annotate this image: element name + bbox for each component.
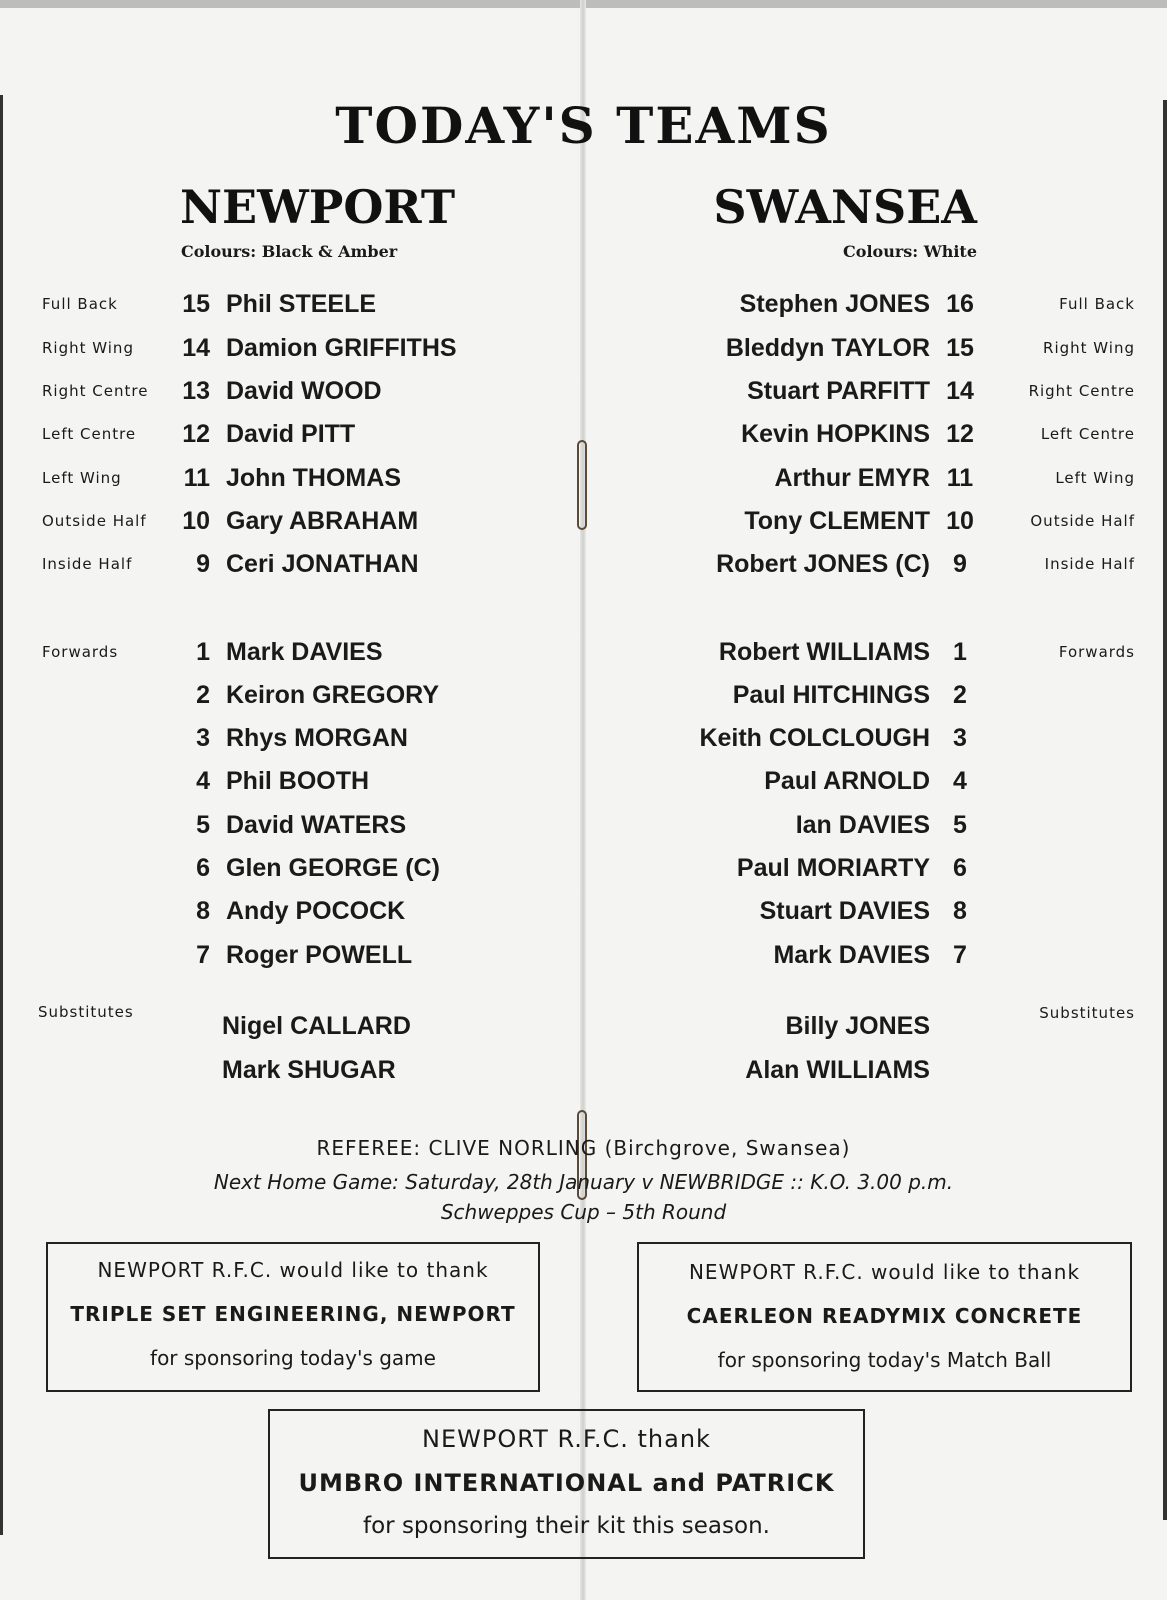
player-row (0, 677, 1167, 713)
player-name: Billy JONES (785, 1012, 930, 1040)
player-name: Robert WILLIAMS (718, 638, 930, 666)
player-number: 12 (946, 420, 974, 448)
newport-team-name: NEWPORT (180, 180, 456, 234)
sponsor-name: UMBRO INTERNATIONAL and PATRICK (298, 1469, 835, 1497)
player-number: 7 (953, 941, 967, 969)
player-name: Robert JONES (C) (716, 550, 930, 578)
player-number: 16 (946, 290, 974, 318)
player-number: 1 (953, 638, 967, 666)
player-row (0, 807, 1167, 843)
player-row (0, 634, 1167, 670)
player-row (0, 460, 1167, 496)
position-label: Right Centre (1028, 382, 1135, 400)
player-number: 3 (196, 724, 210, 752)
player-number: 8 (953, 897, 967, 925)
player-name: Damion GRIFFITHS (226, 334, 457, 362)
player-number: 11 (946, 464, 974, 492)
position-label: Left Centre (1040, 425, 1135, 443)
player-name: Mark SHUGAR (222, 1056, 396, 1084)
position-label: Left Wing (42, 469, 122, 487)
player-row (0, 546, 1167, 582)
player-number: 12 (182, 420, 210, 448)
player-name: Rhys MORGAN (226, 724, 408, 752)
referee-line: REFEREE: CLIVE NORLING (Birchgrove, Swansea) (316, 1136, 851, 1160)
player-name: Bleddyn TAYLOR (725, 334, 930, 362)
position-label: Inside Half (1044, 555, 1135, 573)
sponsor-intro: NEWPORT R.F.C. would like to thank (688, 1260, 1081, 1284)
player-row (0, 893, 1167, 929)
player-row (0, 763, 1167, 799)
player-name: Mark DAVIES (226, 638, 383, 666)
position-label: Left Wing (1055, 469, 1135, 487)
player-name: Paul MORIARTY (736, 854, 930, 882)
player-number: 4 (196, 767, 210, 795)
player-number: 3 (953, 724, 967, 752)
player-name: Arthur EMYR (774, 464, 930, 492)
player-name: David WOOD (226, 377, 382, 405)
player-number: 8 (196, 897, 210, 925)
next-home-game: Next Home Game: Saturday, 28th January v NEWBRIDGE :: K.O. 3.00 p.m. (213, 1170, 954, 1194)
player-number: 10 (946, 507, 974, 535)
player-name: Tony CLEMENT (744, 507, 930, 535)
sponsor-intro: NEWPORT R.F.C. thank (422, 1425, 711, 1453)
player-name: Stuart DAVIES (759, 897, 930, 925)
player-name: Andy POCOCK (226, 897, 406, 925)
substitutes-label: Substitutes (38, 1003, 134, 1021)
sponsor-purpose: for sponsoring today's game (150, 1346, 436, 1370)
player-number: 14 (182, 334, 210, 362)
player-name: John THOMAS (226, 464, 401, 492)
player-name: Phil STEELE (226, 290, 377, 318)
swansea-colours: Colours: White (843, 242, 977, 261)
player-name: Roger POWELL (226, 941, 413, 969)
player-name: Stuart PARFITT (747, 377, 930, 405)
position-label: Full Back (1059, 295, 1135, 313)
position-label: Right Wing (42, 339, 134, 357)
player-row (0, 850, 1167, 886)
substitute-row (0, 1008, 1167, 1044)
player-number: 5 (196, 811, 210, 839)
player-name: David WATERS (226, 811, 407, 839)
position-label: Full Back (42, 295, 118, 313)
player-name: Alan WILLIAMS (745, 1056, 930, 1084)
player-number: 2 (196, 681, 210, 709)
player-number: 1 (196, 638, 210, 666)
player-number: 10 (182, 507, 210, 535)
centre-fold (580, 0, 586, 1600)
player-number: 14 (946, 377, 974, 405)
sponsor-box-match-ball (637, 1242, 1132, 1392)
position-label: Outside Half (42, 512, 147, 530)
player-name: Glen GEORGE (C) (226, 854, 440, 882)
swansea-team-name: SWANSEA (713, 180, 977, 234)
player-number: 6 (953, 854, 967, 882)
player-row (0, 373, 1167, 409)
sponsor-purpose: for sponsoring their kit this season. (363, 1513, 770, 1539)
player-number: 6 (196, 854, 210, 882)
substitute-row (0, 1052, 1167, 1088)
player-row (0, 503, 1167, 539)
sponsor-name: CAERLEON READYMIX CONCRETE (686, 1304, 1083, 1328)
player-number: 5 (953, 811, 967, 839)
player-number: 7 (196, 941, 210, 969)
sponsor-purpose: for sponsoring today's Match Ball (717, 1348, 1052, 1372)
sponsor-box-game (46, 1242, 540, 1392)
position-label: Inside Half (42, 555, 133, 573)
position-label: Right Centre (42, 382, 149, 400)
player-name: Paul HITCHINGS (732, 681, 930, 709)
cup-round: Schweppes Cup – 5th Round (440, 1200, 727, 1224)
sponsor-name: TRIPLE SET ENGINEERING, NEWPORT (70, 1302, 516, 1326)
position-label: Left Centre (42, 425, 137, 443)
player-number: 9 (196, 550, 210, 578)
player-number: 13 (182, 377, 210, 405)
player-name: Gary ABRAHAM (226, 507, 419, 535)
player-row (0, 720, 1167, 756)
player-name: Kevin HOPKINS (741, 420, 930, 448)
player-name: David PITT (226, 420, 356, 448)
player-number: 11 (183, 464, 210, 492)
player-name: Paul ARNOLD (764, 767, 930, 795)
player-number: 9 (953, 550, 967, 578)
player-name: Phil BOOTH (226, 767, 370, 795)
player-number: 15 (946, 334, 974, 362)
substitutes-label: Substitutes (1039, 1004, 1135, 1022)
page-title: TODAY'S TEAMS (335, 96, 832, 155)
player-name: Keith COLCLOUGH (699, 724, 930, 752)
newport-colours: Colours: Black & Amber (181, 242, 398, 261)
sponsor-intro: NEWPORT R.F.C. would like to thank (97, 1258, 489, 1282)
player-name: Keiron GREGORY (226, 681, 439, 709)
player-name: Ian DAVIES (795, 811, 930, 839)
player-row (0, 286, 1167, 322)
player-row (0, 330, 1167, 366)
player-name: Stephen JONES (739, 290, 930, 318)
player-row (0, 937, 1167, 973)
sponsor-box-kit (268, 1409, 865, 1559)
player-name: Mark DAVIES (773, 941, 930, 969)
forwards-label: Forwards (42, 643, 119, 661)
forwards-label: Forwards (1058, 643, 1135, 661)
player-number: 2 (953, 681, 967, 709)
position-label: Outside Half (1030, 512, 1135, 530)
player-number: 15 (182, 290, 210, 318)
player-number: 4 (953, 767, 967, 795)
player-name: Nigel CALLARD (222, 1012, 411, 1040)
player-name: Ceri JONATHAN (226, 550, 419, 578)
position-label: Right Wing (1043, 339, 1135, 357)
player-row (0, 416, 1167, 452)
